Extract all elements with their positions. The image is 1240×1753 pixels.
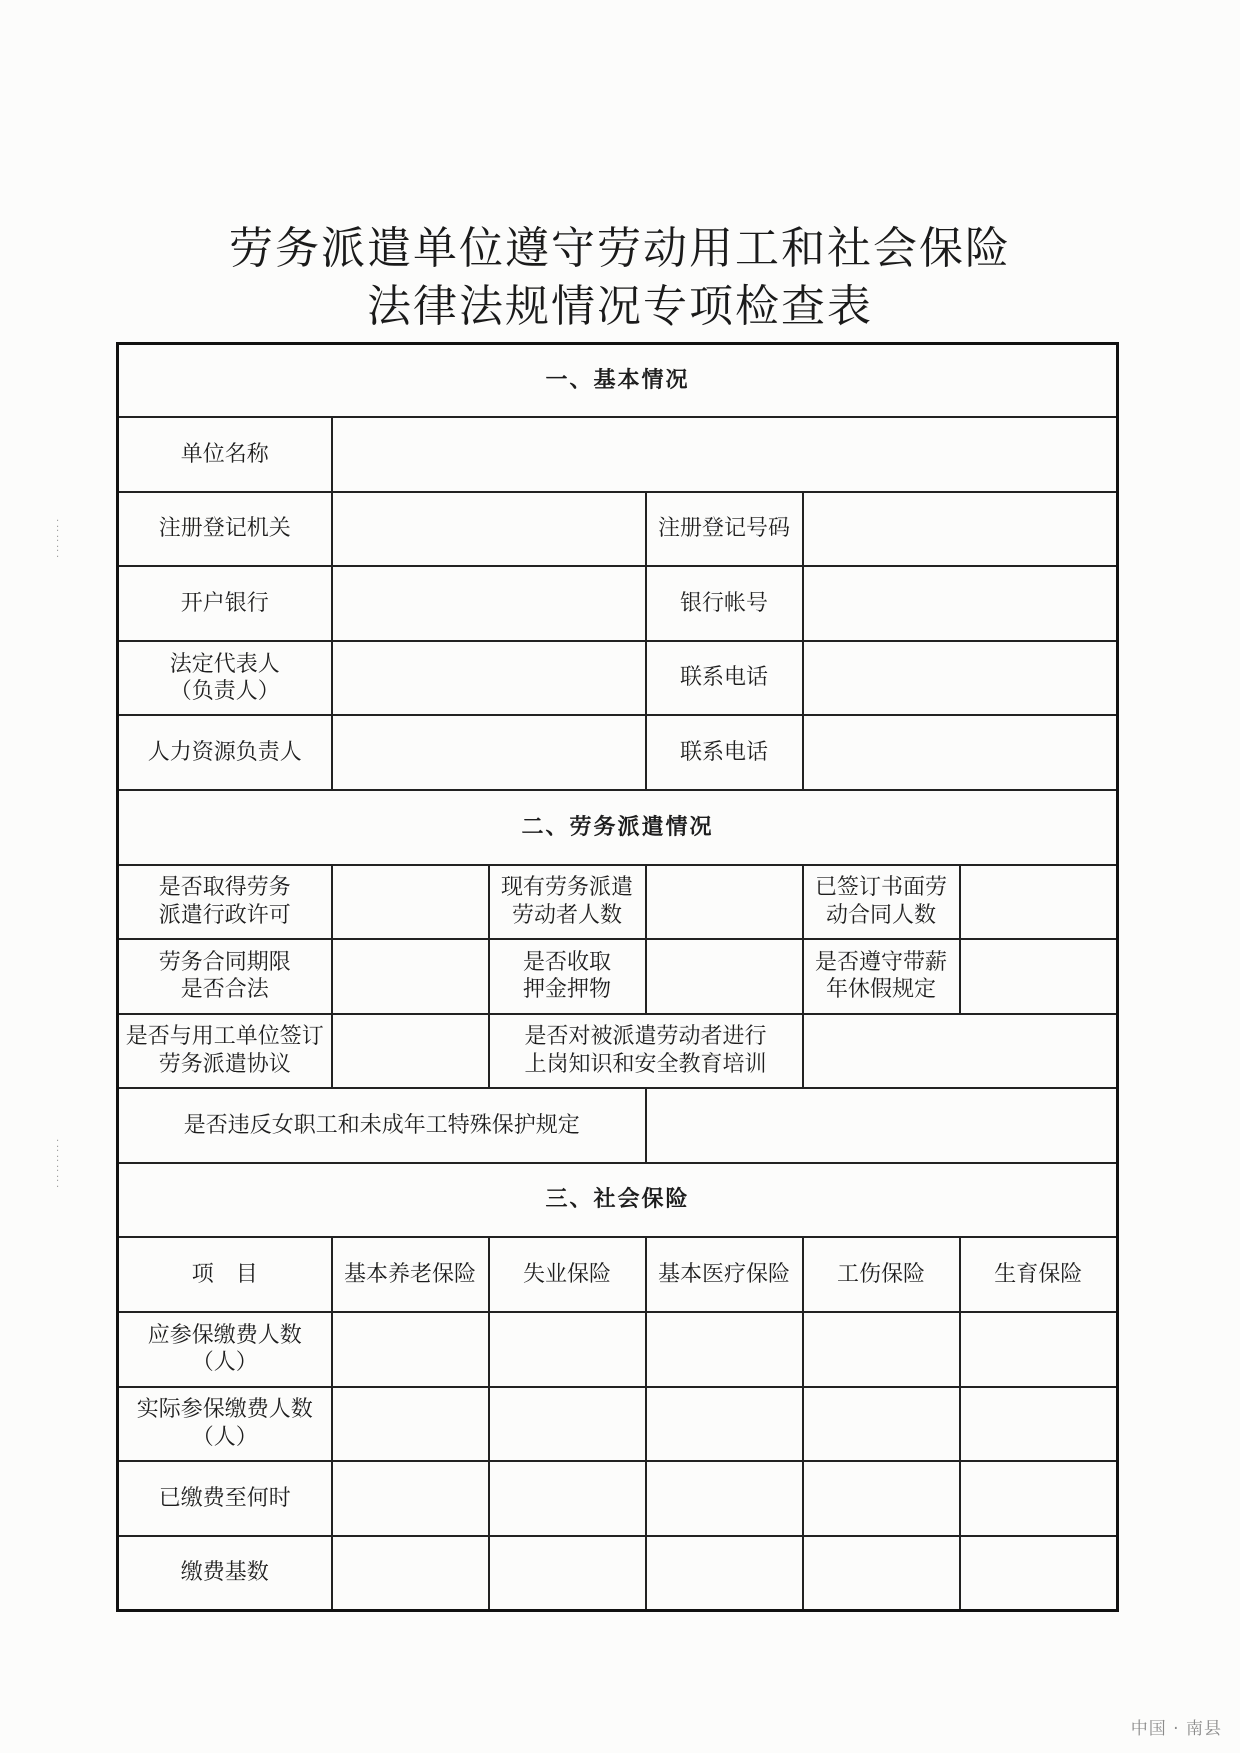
- signed-contracts-field[interactable]: [960, 865, 1118, 940]
- row-label-contribution-base: 缴费基数: [118, 1536, 332, 1611]
- training-line1: 是否对被派遣劳动者进行: [524, 1024, 767, 1050]
- table-cell[interactable]: [332, 1536, 489, 1611]
- legal-representative-line2: （负责人）: [169, 679, 280, 705]
- signed-contracts-label: [803, 865, 960, 940]
- row-label-required-insured: [118, 1312, 332, 1387]
- row-label-paid-until: 已缴费至何时: [118, 1461, 332, 1536]
- document-title-line1: 劳务派遣单位遵守劳动用工和社会保险: [229, 223, 1011, 274]
- deposit-label: [489, 939, 646, 1014]
- binding-hole-marks-lower: ⁚ ⁚ ⁚ ⁚ ⁚: [56, 1139, 60, 1190]
- hr-head-field[interactable]: [332, 715, 646, 790]
- permit-label: [118, 865, 332, 940]
- table-cell[interactable]: [489, 1387, 646, 1462]
- permit-line1: 是否取得劳务: [158, 875, 291, 901]
- table-cell[interactable]: [960, 1312, 1118, 1387]
- table-cell[interactable]: [646, 1387, 803, 1462]
- table-cell[interactable]: [803, 1536, 960, 1611]
- registration-number-field[interactable]: [803, 492, 1118, 567]
- table-cell[interactable]: [803, 1312, 960, 1387]
- legal-representative-line1: 法定代表人: [169, 651, 280, 677]
- table-cell[interactable]: [332, 1461, 489, 1536]
- agreement-label: [118, 1014, 332, 1089]
- column-header-maternity: 生育保险: [960, 1237, 1118, 1312]
- unit-name-label: 单位名称: [118, 417, 332, 492]
- table-cell[interactable]: [960, 1536, 1118, 1611]
- permit-line2: 派遣行政许可: [158, 902, 291, 928]
- table-cell[interactable]: [332, 1387, 489, 1462]
- table-cell[interactable]: [803, 1461, 960, 1536]
- special-protection-label: 是否违反女职工和未成年工特殊保护规定: [118, 1088, 646, 1163]
- contract-term-field[interactable]: [332, 939, 489, 1014]
- table-cell[interactable]: [646, 1461, 803, 1536]
- source-watermark: 中国 · 南县: [1130, 1719, 1222, 1739]
- section-basic-info-heading: 一、基本情况: [118, 344, 1118, 418]
- section-dispatch-heading: 二、劳务派遣情况: [118, 790, 1118, 865]
- table-cell[interactable]: [960, 1461, 1118, 1536]
- table-cell[interactable]: [489, 1312, 646, 1387]
- inspection-form: [116, 342, 1119, 1612]
- bank-label: 开户银行: [118, 566, 332, 641]
- row-label-line2: （人）: [191, 1350, 258, 1376]
- agreement-line2: 劳务派遣协议: [158, 1051, 291, 1077]
- document-title-line2: 法律法规情况专项检查表: [367, 281, 873, 332]
- column-header-work-injury: 工伤保险: [803, 1237, 960, 1312]
- table-cell[interactable]: [489, 1461, 646, 1536]
- column-header-pension: 基本养老保险: [332, 1237, 489, 1312]
- hr-head-label: 人力资源负责人: [118, 715, 332, 790]
- bank-account-label: 银行帐号: [646, 566, 803, 641]
- column-header-item: 项 目: [118, 1237, 332, 1312]
- table-cell[interactable]: [646, 1536, 803, 1611]
- agreement-line1: 是否与用工单位签订: [125, 1024, 324, 1050]
- contract-term-line1: 劳务合同期限: [158, 949, 291, 975]
- row-label-line2: （人）: [191, 1424, 258, 1450]
- training-label: [489, 1014, 803, 1089]
- binding-hole-marks: ⁚ ⁚ ⁚ ⁚: [56, 519, 60, 560]
- legal-representative-label: [118, 641, 332, 716]
- table-cell[interactable]: [646, 1312, 803, 1387]
- phone-field[interactable]: [803, 641, 1118, 716]
- current-workers-field[interactable]: [646, 865, 803, 940]
- paid-leave-line1: 是否遵守带薪: [814, 949, 947, 975]
- training-line2: 上岗知识和安全教育培训: [524, 1051, 767, 1077]
- deposit-line2: 押金押物: [522, 977, 611, 1003]
- paid-leave-label: [803, 939, 960, 1014]
- legal-representative-field[interactable]: [332, 641, 646, 716]
- table-cell[interactable]: [332, 1312, 489, 1387]
- phone-label: 联系电话: [646, 641, 803, 716]
- deposit-field[interactable]: [646, 939, 803, 1014]
- table-cell[interactable]: [803, 1387, 960, 1462]
- agreement-field[interactable]: [332, 1014, 489, 1089]
- column-header-unemployment: 失业保险: [489, 1237, 646, 1312]
- unit-name-field[interactable]: [332, 417, 1118, 492]
- column-header-medical: 基本医疗保险: [646, 1237, 803, 1312]
- hr-phone-field[interactable]: [803, 715, 1118, 790]
- table-cell[interactable]: [960, 1387, 1118, 1462]
- registration-authority-label: 注册登记机关: [118, 492, 332, 567]
- paid-leave-field[interactable]: [960, 939, 1118, 1014]
- bank-account-field[interactable]: [803, 566, 1118, 641]
- permit-field[interactable]: [332, 865, 489, 940]
- current-workers-line1: 现有劳务派遣: [500, 875, 633, 901]
- row-label-line1: 实际参保缴费人数: [136, 1397, 313, 1423]
- contract-term-line2: 是否合法: [180, 977, 269, 1003]
- current-workers-label: [489, 865, 646, 940]
- row-label-line1: 应参保缴费人数: [147, 1322, 302, 1348]
- deposit-line1: 是否收取: [522, 949, 611, 975]
- signed-contracts-line2: 动合同人数: [825, 902, 936, 928]
- registration-authority-field[interactable]: [332, 492, 646, 567]
- row-label-actual-insured: [118, 1387, 332, 1462]
- paid-leave-line2: 年休假规定: [825, 977, 936, 1003]
- bank-field[interactable]: [332, 566, 646, 641]
- signed-contracts-line1: 已签订书面劳: [814, 875, 947, 901]
- contract-term-label: [118, 939, 332, 1014]
- hr-phone-label: 联系电话: [646, 715, 803, 790]
- special-protection-field[interactable]: [646, 1088, 1118, 1163]
- current-workers-line2: 劳动者人数: [511, 902, 622, 928]
- section-social-insurance-heading: 三、社会保险: [118, 1163, 1118, 1238]
- registration-number-label: 注册登记号码: [646, 492, 803, 567]
- table-cell[interactable]: [489, 1536, 646, 1611]
- training-field[interactable]: [803, 1014, 1118, 1089]
